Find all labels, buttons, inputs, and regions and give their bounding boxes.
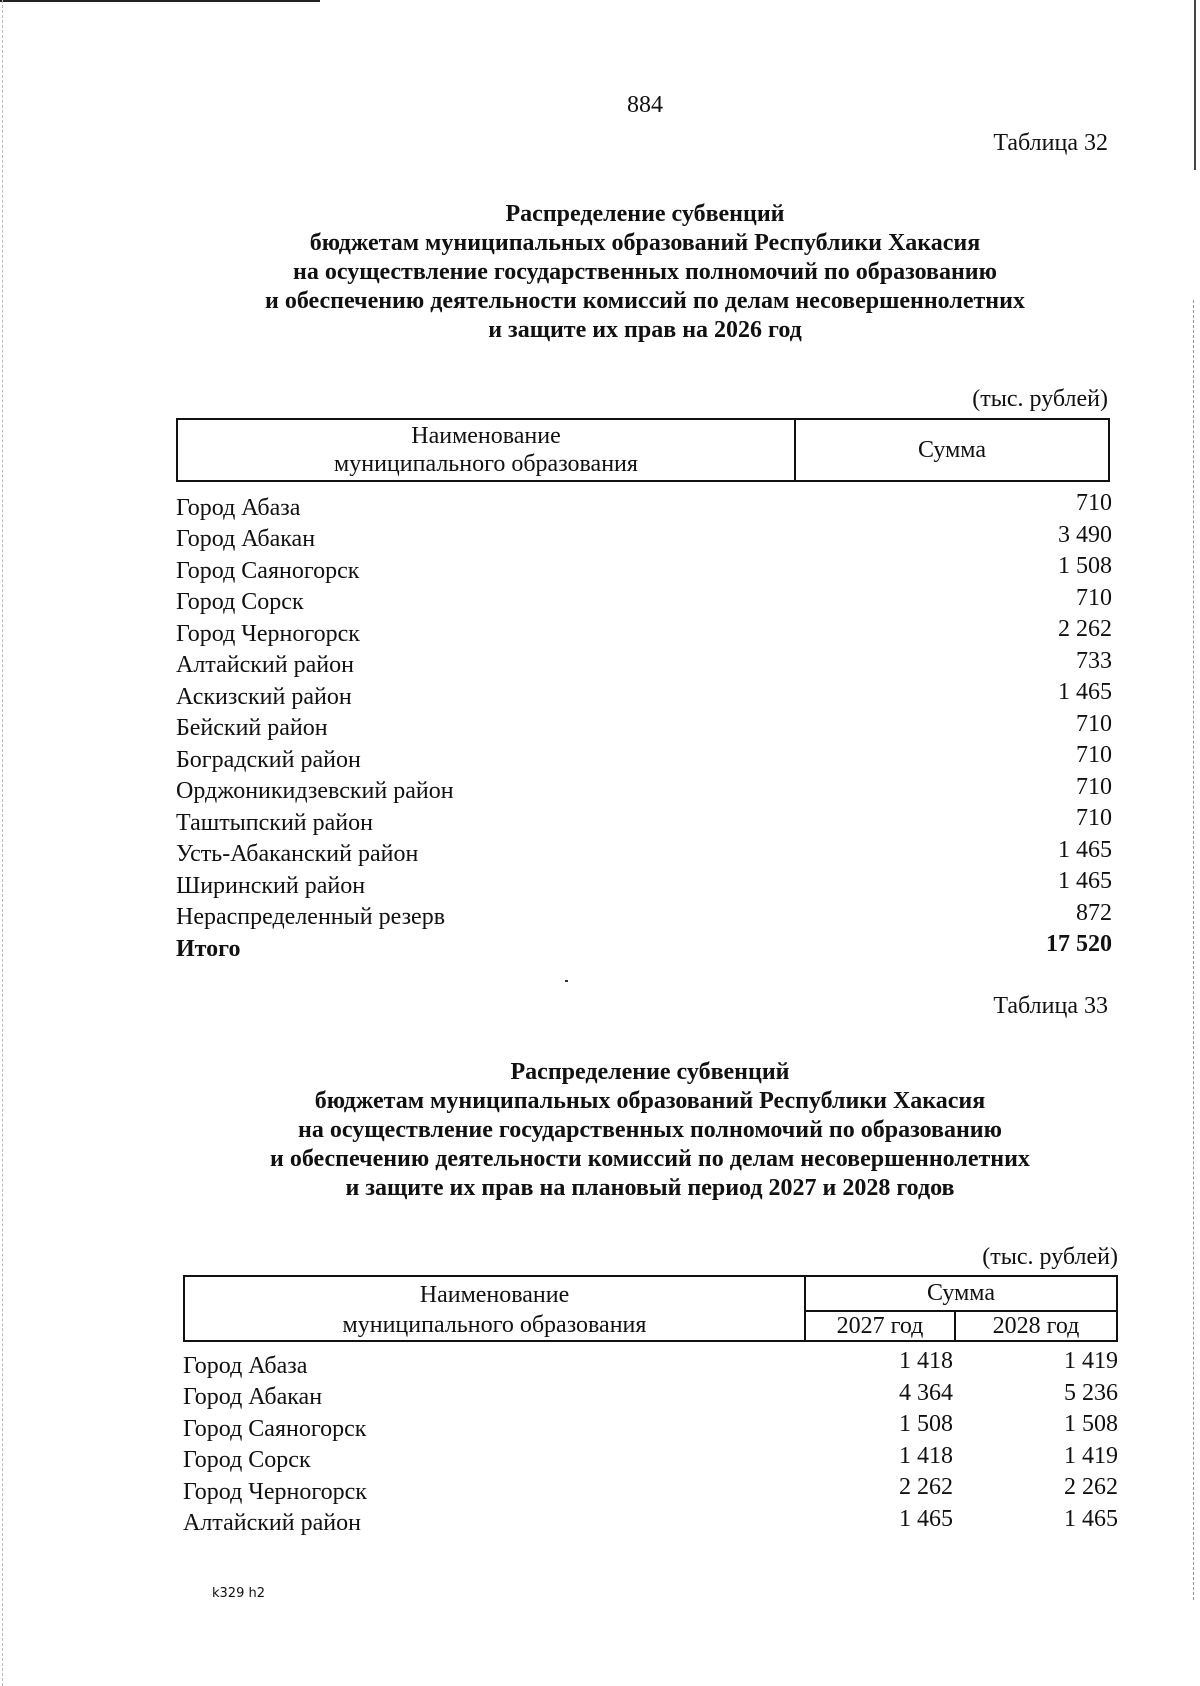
row-name: Город Черногорск <box>183 1478 367 1505</box>
header-name-line2: муниципального образования <box>334 451 638 477</box>
row-value-2028: 2 262 <box>1064 1474 1118 1500</box>
row-name: Аскизский район <box>176 683 352 710</box>
header-year-2027: 2027 год <box>836 1313 924 1339</box>
row-value: 733 <box>1076 647 1112 674</box>
row-value: 3 490 <box>1058 521 1112 548</box>
footer-code: k329 h2 <box>212 1586 265 1601</box>
scan-edge-right-dashed <box>1193 300 1195 1600</box>
table-33-title <box>150 1058 1150 1203</box>
row-name: Город Абаза <box>183 1352 308 1379</box>
row-value: 710 <box>1076 773 1112 800</box>
table-33-unit: (тыс. рублей) <box>982 1244 1118 1270</box>
scan-speck <box>565 980 568 982</box>
total-value: 17 520 <box>1046 931 1112 957</box>
scan-edge-left <box>2 0 4 1686</box>
row-name: Город Саяногорск <box>176 557 360 584</box>
row-value-2027: 1 418 <box>899 1348 953 1374</box>
title-line: и обеспечению деятельности комиссий по делам несовершеннолетних <box>270 1146 1030 1172</box>
row-value-2027: 1 465 <box>899 1505 953 1532</box>
row-name: Таштыпский район <box>176 809 373 836</box>
row-name: Бейский район <box>176 715 328 741</box>
table-row <box>176 742 1112 774</box>
table-row <box>176 868 1112 900</box>
row-value: 710 <box>1076 584 1112 611</box>
row-name: Ширинский район <box>176 872 366 899</box>
row-value: 710 <box>1076 742 1112 768</box>
table-33-label: Таблица 33 <box>993 993 1108 1019</box>
row-value-2028: 1 465 <box>1064 1505 1118 1532</box>
table-row <box>176 648 1112 680</box>
table-row <box>176 553 1112 585</box>
title-line: на осуществление государственных полномочий по образованию <box>293 259 997 285</box>
header-name-line1: Наименование <box>411 423 561 449</box>
table-row <box>176 522 1112 554</box>
header-year-2028: 2028 год <box>992 1313 1080 1339</box>
title-line: бюджетам муниципальных образований Республики Хакасия <box>314 1088 986 1114</box>
table-row <box>176 616 1112 648</box>
row-value: 710 <box>1076 710 1112 737</box>
title-line: и обеспечению деятельности комиссий по делам несовершеннолетних <box>265 288 1025 314</box>
row-value-2027: 4 364 <box>899 1379 953 1406</box>
table-33-header <box>183 1275 1118 1342</box>
row-value: 1 465 <box>1058 836 1112 863</box>
table-row <box>183 1411 1118 1443</box>
table-row <box>183 1474 1118 1506</box>
row-value-2027: 1 508 <box>899 1411 953 1437</box>
row-value: 2 262 <box>1058 616 1112 642</box>
table-32-unit: (тыс. рублей) <box>972 386 1108 412</box>
row-name: Нераспределенный резерв <box>176 904 446 930</box>
row-value: 872 <box>1076 899 1112 926</box>
header-sum: Сумма <box>927 1280 995 1306</box>
table-row <box>183 1443 1118 1475</box>
row-value-2028: 1 419 <box>1064 1348 1118 1374</box>
row-name: Орджоникидзевский район <box>176 778 454 804</box>
table-row <box>183 1348 1118 1380</box>
page-number: 884 <box>627 92 663 118</box>
table-row-total <box>176 931 1112 963</box>
table-32-title <box>150 200 1140 345</box>
header-name-line2: муниципального образования <box>342 1312 647 1338</box>
row-name: Алтайский район <box>183 1510 361 1536</box>
scan-edge-right <box>1194 0 1196 170</box>
row-value-2027: 1 418 <box>899 1442 953 1469</box>
row-name: Город Саяногорск <box>183 1415 367 1442</box>
row-value: 1 465 <box>1058 679 1112 705</box>
title-line: Распределение субвенций <box>510 1059 790 1085</box>
scan-edge-top <box>0 0 320 2</box>
title-line: бюджетам муниципальных образований Республики Хакасия <box>309 230 981 256</box>
title-line: и защите их прав на 2026 год <box>488 317 802 343</box>
row-value: 1 508 <box>1058 553 1112 579</box>
table-row <box>183 1506 1118 1538</box>
title-line: Распределение субвенций <box>505 201 785 227</box>
table-row <box>176 774 1112 806</box>
table-row <box>176 679 1112 711</box>
row-name: Город Сорск <box>183 1447 311 1473</box>
row-name: Боградский район <box>176 746 361 773</box>
table-32-label: Таблица 32 <box>993 130 1108 156</box>
table-row <box>176 490 1112 522</box>
table-32-body <box>176 490 1112 963</box>
title-line: и защите их прав на плановый период 2027 и 2028 годов <box>345 1175 955 1201</box>
table-33-body <box>183 1348 1118 1537</box>
row-name: Город Абаза <box>176 494 301 521</box>
row-name: Алтайский район <box>176 652 354 678</box>
row-name: Усть-Абаканский район <box>176 841 419 867</box>
table-row <box>176 711 1112 743</box>
row-value: 710 <box>1076 490 1112 516</box>
total-name: Итого <box>176 935 241 962</box>
row-value: 710 <box>1076 805 1112 831</box>
table-row <box>176 805 1112 837</box>
row-value-2028: 1 508 <box>1064 1411 1118 1437</box>
row-value-2027: 2 262 <box>899 1474 953 1500</box>
row-name: Город Абакан <box>183 1384 323 1410</box>
row-name: Город Абакан <box>176 526 316 552</box>
header-name-line1: Наименование <box>419 1282 570 1308</box>
table-32-header <box>176 418 1110 482</box>
table-row <box>176 585 1112 617</box>
table-row <box>176 900 1112 932</box>
row-value: 1 465 <box>1058 868 1112 894</box>
row-name: Город Черногорск <box>176 620 360 647</box>
title-line: на осуществление государственных полномочий по образованию <box>298 1117 1002 1143</box>
table-row <box>176 837 1112 869</box>
header-sum: Сумма <box>918 437 986 463</box>
row-value-2028: 5 236 <box>1064 1379 1118 1406</box>
table-row <box>183 1380 1118 1412</box>
row-name: Город Сорск <box>176 589 304 615</box>
row-value-2028: 1 419 <box>1064 1442 1118 1469</box>
